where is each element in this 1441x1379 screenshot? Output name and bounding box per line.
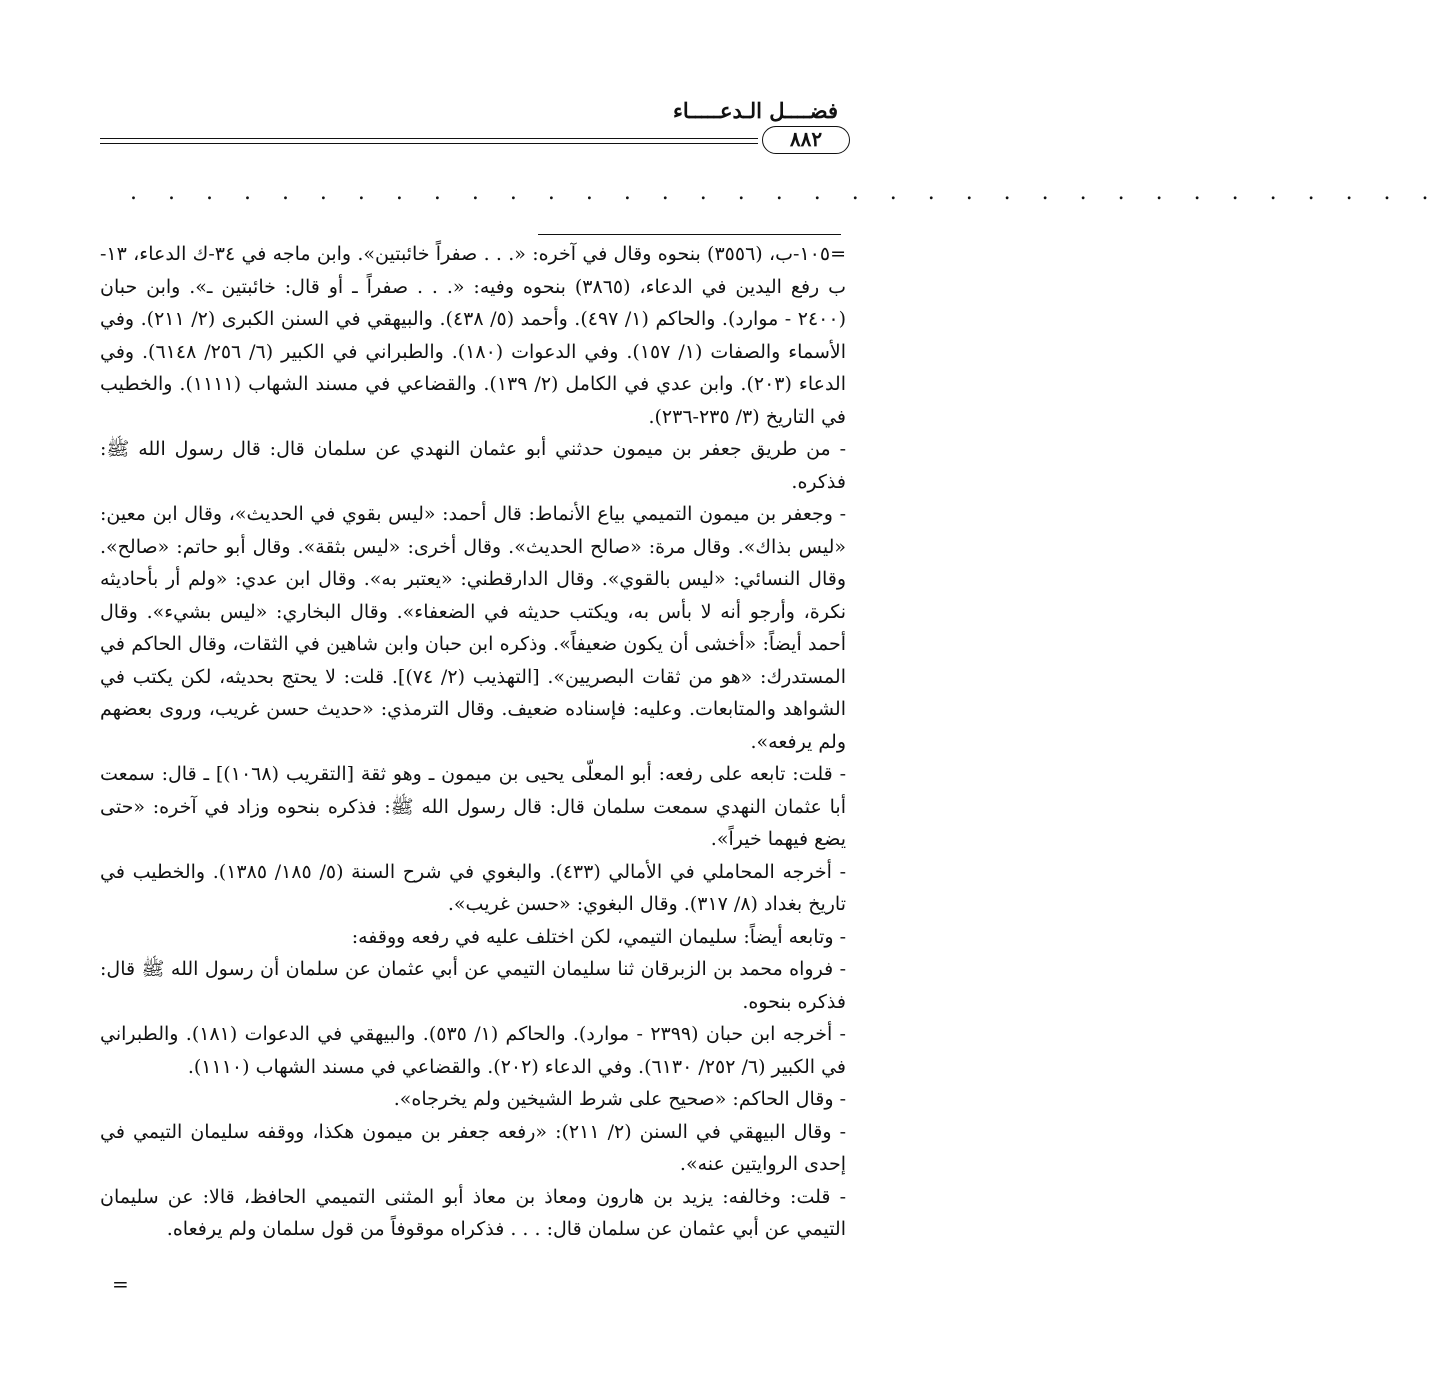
paragraph: - وقال البيهقي في السنن (٢/ ٢١١): «رفعه جعفر بن ميمون هكذا، ووقفه سليمان التيمي في إحدى الروايتين عنه». — [100, 1120, 846, 1175]
footnote-rule — [538, 234, 841, 235]
paragraph: =١٠٥-ب، (٣٥٥٦) بنحوه وقال في آخره: «. . . صفراً خائبتين». وابن ماجه في ٣٤-ك الدعاء، ١٣-ب رفع اليدين في الدعاء، (٣٨٦٥) بنحوه وفيه: «. . . صفراً ـ أو قال: خائبتين ـ». وابن حبان (٢٤٠٠ - موارد). والحاكم (١/ ٤٩٧). وأحمد (٥/ ٤٣٨). والبيهقي في السنن الكبرى (٢/ ٢١١). وفي الأسماء والصفات (١/ ١٥٧). وفي الدعوات (١٨٠). والطبراني في الكبير (٦/ ٢٥٦/ ٦١٤٨). وفي الدعاء (٢٠٣). وابن عدي في الكامل (٢/ ١٣٩). والقضاعي في مسند الشهاب (١١١١). والخطيب في التاريخ (٣/ ٢٣٥-٢٣٦). — [100, 243, 846, 428]
paragraph: - وتابعه أيضاً: سليمان التيمي، لكن اختلف عليه في رفعه ووقفه: — [351, 925, 846, 948]
paragraph: - من طريق جعفر بن ميمون حدثني أبو عثمان النهدي عن سلمان قال: قال رسول الله ﷺ: فذكره. — [100, 438, 846, 493]
continuation-mark: = — [112, 1272, 129, 1296]
paragraph: - وقال الحاكم: «صحيح على شرط الشيخين ولم يخرجاه». — [393, 1088, 846, 1110]
header-rule — [100, 138, 758, 139]
header-rule-thin — [100, 143, 758, 144]
footnote-body — [100, 238, 846, 1309]
running-title: فضــــل الـدعـــــاء — [672, 98, 838, 123]
paragraph: - قلت: وخالفه: يزيد بن هارون ومعاذ بن معاذ أبو المثنى التميمي الحافظ، قالا: عن سليمان التيمي عن أبي عثمان عن سلمان قال: . . . فذكراه موقوفاً من قول سلمان ولم يرفعاه. — [100, 1185, 846, 1240]
paragraph: - قلت: تابعه على رفعه: أبو المعلّى يحيى بن ميمون ـ وهو ثقة [التقريب (١٠٦٨)] ـ قال: سمعت أبا عثمان النهدي سمعت سلمان قال: قال رسول الله ﷺ: فذكره بنحوه وزاد في آخره: «حتى يضع فيهما خيراً». — [100, 763, 846, 850]
page-number: ٨٨٢ — [762, 126, 850, 154]
separator-dots: . . . . . . . . . . . . . . . . . . . . . . . . . . . . . . . . . . . — [130, 180, 1441, 205]
paragraph: - أخرجه ابن حبان (٢٣٩٩ - موارد). والحاكم (١/ ٥٣٥). والبيهقي في الدعوات (١٨١). والطبراني في الكبير (٦/ ٢٥٢/ ٦١٣٠). وفي الدعاء (٢٠٢). والقضاعي في مسند الشهاب (١١١٠). — [100, 1023, 846, 1078]
paragraph: - وجعفر بن ميمون التميمي بياع الأنماط: قال أحمد: «ليس بقوي في الحديث»، وقال ابن معين: «ليس بذاك». وقال مرة: «صالح الحديث». وقال أخرى: «ليس بثقة». وقال أبو حاتم: «صالح». وقال النسائي: «ليس بالقوي». وقال الدارقطني: «يعتبر به». وقال ابن عدي: «ولم أر بأحاديثه نكرة، وأرجو أنه لا بأس به، ويكتب حديثه في الضعفاء». وقال البخاري: «ليس بشيء». وقال أحمد أيضاً: «أخشى أن يكون ضعيفاً». وذكره ابن حبان وابن شاهين في الثقات، وقال الحاكم في المستدرك: «هو من ثقات البصريين». [التهذيب (٢/ ٧٤)]. قلت: لا يحتج بحديثه، لكن يكتب في الشواهد والمتابعات. وعليه: فإسناده ضعيف. وقال الترمذي: «حديث حسن غريب، وروى بعضهم ولم يرفعه». — [100, 503, 847, 753]
paragraph: - فرواه محمد بن الزبرقان ثنا سليمان التيمي عن أبي عثمان عن سلمان أن رسول الله ﷺ قال: فذكره بنحوه. — [100, 958, 846, 1013]
paragraph: - أخرجه المحاملي في الأمالي (٤٣٣). والبغوي في شرح السنة (٥/ ١٨٥/ ١٣٨٥). والخطيب في تاريخ بغداد (٨/ ٣١٧). وقال البغوي: «حسن غريب». — [100, 860, 847, 915]
page-header — [100, 96, 850, 156]
